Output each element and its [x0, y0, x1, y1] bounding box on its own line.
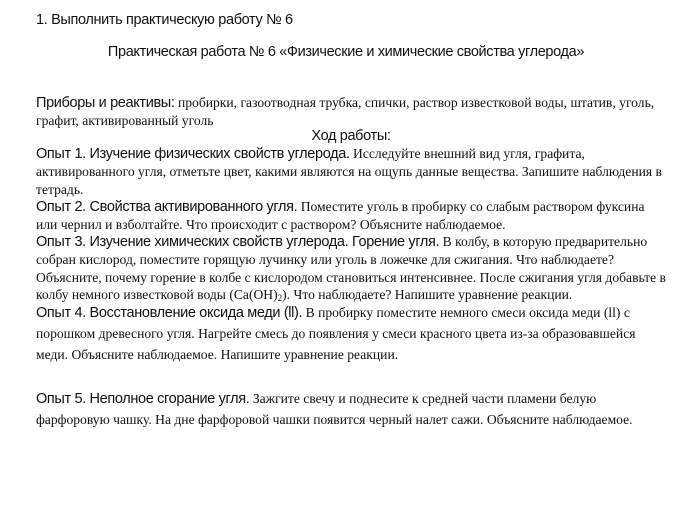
procedure-section	[36, 128, 666, 365]
experiment-5-heading: Опыт 5. Неполное сгорание угля.	[36, 391, 250, 407]
task-instruction: 1. Выполнить практическую работу № 6	[36, 12, 293, 28]
experiment-4-text: В пробирку поместите немного смеси оксида меди (ll) с порошком древесного угля. Нагрейте смесь до появления у смеси красного цвета из-за образовавшейся меди. Объясните наблюдаемое. Напишите уравнение реакции.	[36, 305, 636, 362]
experiment-3-heading: Опыт 3. Изучение химических свойств углерода. Горение угля.	[36, 234, 440, 251]
experiment-1-heading: Опыт 1. Изучение физических свойств углерода.	[36, 146, 350, 163]
experiment-5	[36, 389, 666, 431]
page-title: Практическая работа № 6 «Физические и химические свойства углерода»	[107, 44, 585, 60]
experiment-2	[36, 198, 666, 233]
experiment-3-text-end: ). Что наблюдаете? Напишите уравнение реакции.	[282, 286, 573, 302]
experiment-1-text: Исследуйте внешний вид угля, графита, активированного угля, отметьте цвет, какими являются на ощупь данные вещества. Запишите наблюдения в тетрадь.	[36, 146, 662, 197]
experiment-3	[36, 233, 666, 303]
experiment-3-text: В колбу, в которую предварительно собран кислород, поместите горящую лучинку или уголь в ложечке для сжигания. Что наблюдаете? Объясните, почему горение в колбе с кислородом становиться интенсивнее. После сжигания угля добавьте в колбу немного известковой воды (Са(ОН)	[36, 234, 666, 302]
procedure-heading: Ход работы:	[311, 128, 391, 144]
equipment-label: Приборы и реактивы:	[36, 95, 175, 111]
experiment-2-text: Поместите уголь в пробирку со слабым раствором фуксина или чернил и взболтайте. Что происходит с раствором? Объясните наблюдаемое.	[36, 198, 645, 233]
experiment-2-heading: Опыт 2. Свойства активированного угля.	[36, 198, 298, 215]
experiment-1	[36, 145, 666, 198]
experiment-4	[36, 303, 666, 365]
experiment-3-subscript: 2	[277, 292, 283, 303]
experiment-5-text: Зажгите свечу и поднесите к средней части пламени белую фарфоровую чашку. На дне фарфоровой чашки появится черный налет сажи. Объясните наблюдаемое.	[36, 391, 633, 427]
equipment-text: пробирки, газоотводная трубка, спички, раствор известковой воды, штатив, уголь, графит, активированный уголь	[36, 95, 655, 129]
equipment-paragraph	[36, 94, 666, 129]
experiment-4-heading: Опыт 4. Восстановление оксида меди (ll).	[36, 305, 303, 322]
